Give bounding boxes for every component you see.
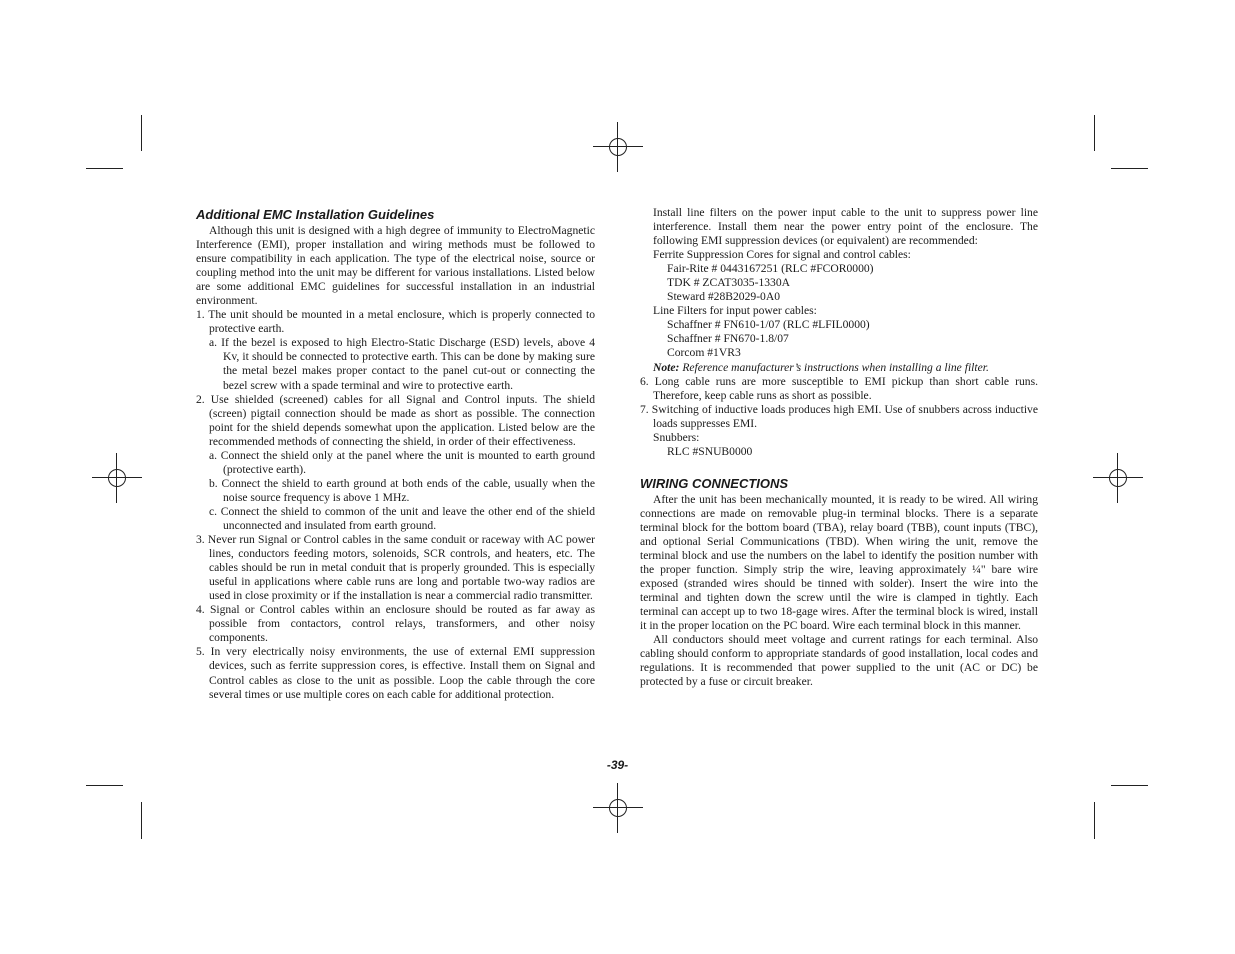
crop-mark — [1111, 168, 1148, 169]
crop-mark — [1111, 785, 1148, 786]
list-item-1: 1. The unit should be mounted in a metal enclosure, which is properly connected to protective earth. — [196, 308, 595, 336]
crop-mark — [86, 785, 123, 786]
wiring-paragraph-2: All conductors should meet voltage and current ratings for each terminal. Also cabling should conform to appropriate standards of good installation, local codes and regulations. It is recommended that power supplied to the unit (AC or DC) be protected by a fuse or circuit breaker. — [640, 633, 1038, 689]
emc-heading: Additional EMC Installation Guidelines — [196, 207, 435, 222]
list-item-2c: c. Connect the shield to common of the unit and leave the other end of the shield unconnected and insulated from earth ground. — [209, 504, 595, 532]
filter-label: Line Filters for input power cables: — [653, 304, 817, 318]
registration-mark-right — [1093, 453, 1143, 503]
left-column — [196, 206, 595, 702]
ferrite-part-3: Steward #28B2029-0A0 — [667, 290, 781, 304]
ferrite-label: Ferrite Suppression Cores for signal and control cables: — [653, 248, 911, 262]
item-5-continued: Install line filters on the power input cable to the unit to suppress power line interference. Install them near the power entry point of the enclosure. The following EMI suppression devices (or equivalent) are recommended: — [653, 206, 1038, 248]
filter-part-1: Schaffner # FN610-1/07 (RLC #LFIL0000) — [667, 318, 870, 332]
page-number: -39- — [606, 758, 629, 772]
filter-part-2: Schaffner # FN670-1.8/07 — [667, 332, 789, 346]
intro-paragraph: Although this unit is designed with a high degree of immunity to ElectroMagnetic Interference (EMI), proper installation and wiring methods must be followed to ensure compatibility in each application. The type of the electrical noise, source or coupling method into the unit may be different for various installations. Listed below are some additional EMC guidelines for successful installation in an industrial environment. — [196, 224, 595, 308]
crop-mark — [86, 168, 123, 169]
list-item-7: 7. Switching of inductive loads produces high EMI. Use of snubbers across inductive loads suppresses EMI. — [640, 402, 1038, 430]
note — [640, 361, 1038, 375]
list-item-5: 5. In very electrically noisy environments, the use of external EMI suppression devices, such as ferrite suppression cores, is effective. Install them on Signal and Control cables as close to the unit as possible. Loop the cable through the core several times or use multiple cores on each cable for additional protection. — [196, 645, 595, 701]
right-column — [640, 206, 1038, 690]
snubbers-label: Snubbers: — [653, 430, 700, 444]
list-item-4: 4. Signal or Control cables within an enclosure should be routed as far away as possible from contactors, control relays, transformers, and other noisy components. — [196, 603, 595, 645]
list-item-2a: a. Connect the shield only at the panel where the unit is mounted to earth ground (protective earth). — [209, 448, 595, 476]
registration-mark-bottom — [593, 783, 643, 833]
list-item-2: 2. Use shielded (screened) cables for all Signal and Control inputs. The shield (screen) pigtail connection should be made as short as possible. The connection point for the shield depends somewhat upon the application. Listed below are the recommended methods of connecting the shield, in order of their effectiveness. — [196, 392, 595, 448]
note-text: Reference manufacturer’s instructions when installing a line filter. — [682, 360, 989, 374]
list-item-1a: a. If the bezel is exposed to high Electro-Static Discharge (ESD) levels, above 4 Kv, it should be connected to protective earth. This can be done by making sure the metal bezel makes proper contact to the panel cut-out or connecting the bezel screw with a spade terminal and wire to protective earth. — [209, 336, 595, 392]
ferrite-part-1: Fair-Rite # 0443167251 (RLC #FCOR0000) — [667, 262, 874, 276]
registration-mark-left — [92, 453, 142, 503]
crop-mark — [141, 802, 142, 839]
wiring-heading: WIRING CONNECTIONS — [640, 475, 789, 491]
ferrite-part-2: TDK # ZCAT3035-1330A — [667, 276, 791, 290]
snubbers-part-1: RLC #SNUB0000 — [667, 444, 753, 458]
crop-mark — [1094, 115, 1095, 151]
note-label: Note: — [653, 360, 680, 374]
filter-part-3: Corcom #1VR3 — [667, 346, 741, 360]
list-item-6: 6. Long cable runs are more susceptible to EMI pickup than short cable runs. Therefore, keep cable runs as short as possible. — [640, 374, 1038, 402]
wiring-paragraph-1: After the unit has been mechanically mounted, it is ready to be wired. All wiring connections are made on removable plug-in terminal blocks. There is a separate terminal block for the bottom board (TBA), relay board (TBB), count inputs (TBC), and optional Serial Communications (TBD). When wiring the unit, remove the terminal block and use the numbers on the label to identify the position number with the proper function. Simply strip the wire, leaving approximately ¼" bare wire exposed (stranded wires should be tinned with solder). Insert the wire into the terminal and tighten down the screw until the wire is clamped in tightly. Each terminal can accept up to two 18-gage wires. After the terminal block is wired, install it in the proper location on the PC board. Wire each terminal block in this manner. — [640, 492, 1038, 633]
crop-mark — [1094, 802, 1095, 839]
list-item-2b: b. Connect the shield to earth ground at both ends of the cable, usually when the noise source frequency is above 1 MHz. — [209, 476, 595, 504]
list-item-3: 3. Never run Signal or Control cables in the same conduit or raceway with AC power lines, conductors feeding motors, solenoids, SCR controls, and heaters, etc. The cables should be run in metal conduit that is properly grounded. This is especially useful in applications where cable runs are long and portable two-way radios are used in close proximity or if the installation is near a commercial radio transmitter. — [196, 533, 595, 603]
registration-mark-top — [593, 122, 643, 172]
crop-mark — [141, 115, 142, 151]
